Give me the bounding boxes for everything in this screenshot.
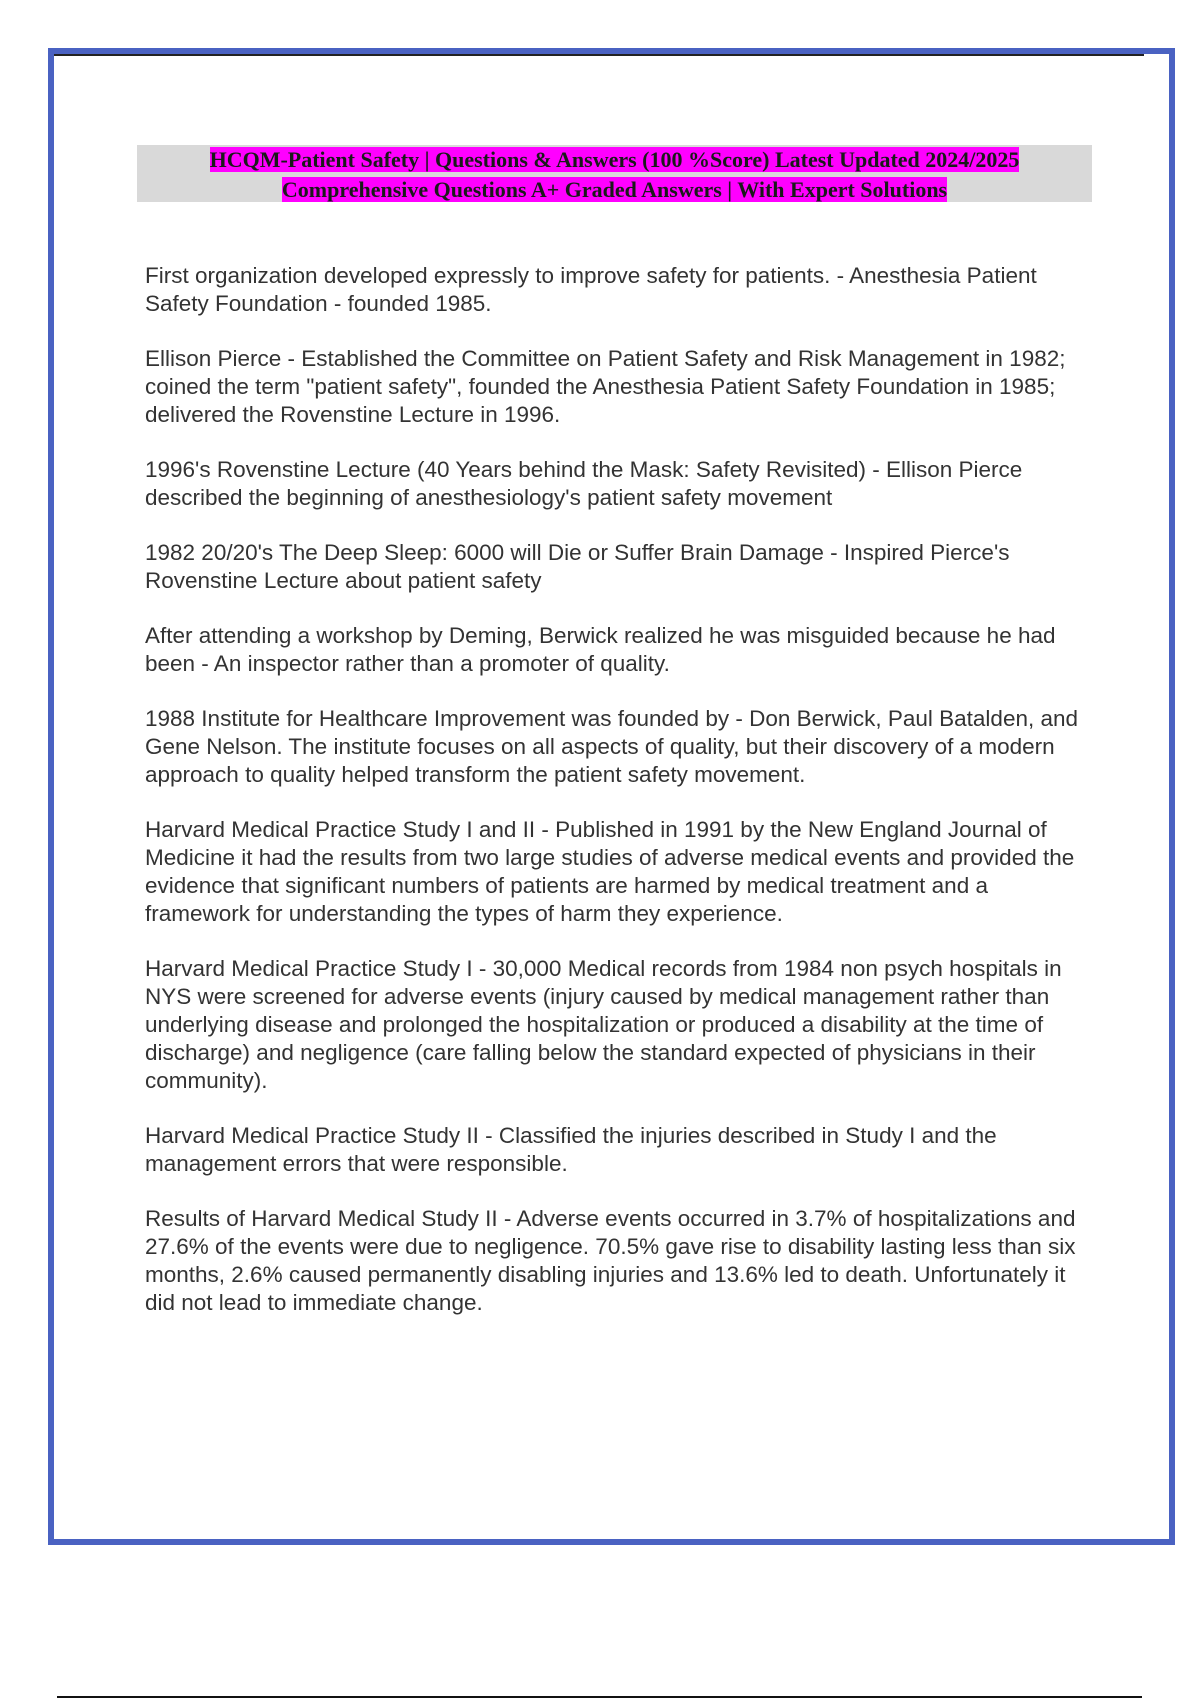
qa-list: [145, 262, 1095, 1344]
qa-entry-9: Harvard Medical Practice Study II - Classified the injuries described in Study I and the management errors that were responsible.: [145, 1123, 997, 1176]
document-title-line-1: HCQM-Patient Safety | Questions & Answers (100 %Score) Latest Updated 2024/2025: [209, 147, 1020, 172]
document-title-band: [137, 145, 1092, 202]
qa-entry-6: 1988 Institute for Healthcare Improvement was founded by - Don Berwick, Paul Batalden, and Gene Nelson. The institute focuses on all aspects of quality, but their discovery of a modern approach to quality helped transform the patient safety movement.: [145, 706, 1079, 787]
qa-entry-4: 1982 20/20's The Deep Sleep: 6000 will Die or Suffer Brain Damage - Inspired Pierce's Rovenstine Lecture about patient safety: [145, 540, 1010, 593]
qa-entry-10: Results of Harvard Medical Study II - Adverse events occurred in 3.7% of hospitalizations and 27.6% of the events were due to negligence. 70.5% gave rise to disability lasting less than six months, 2.6% caused permanently disabling injuries and 13.6% led to death. Unfortunately it did not lead to immediate change.: [145, 1206, 1076, 1315]
qa-entry-3: 1996's Rovenstine Lecture (40 Years behind the Mask: Safety Revisited) - Ellison Pierce described the beginning of anesthesiology's patient safety movement: [145, 457, 1023, 510]
document-title-line-2: Comprehensive Questions A+ Graded Answers | With Expert Solutions: [281, 177, 948, 202]
qa-entry-5: After attending a workshop by Deming, Berwick realized he was misguided because he had been - An inspector rather than a promoter of quality.: [145, 623, 1056, 676]
qa-entry-7: Harvard Medical Practice Study I and II - Published in 1991 by the New England Journal of Medicine it had the results from two large studies of adverse medical events and provided the evidence that significant numbers of patients are harmed by medical treatment and a framework for understanding the types of harm they experience.: [145, 817, 1075, 926]
document-title-row-1: [137, 146, 1092, 176]
document-title-row-2: [137, 176, 1092, 206]
qa-entry-1: First organization developed expressly to improve safety for patients. - Anesthesia Patient Safety Foundation - founded 1985.: [145, 263, 1037, 316]
qa-entry-8: Harvard Medical Practice Study I - 30,000 Medical records from 1984 non psych hospitals in NYS were screened for adverse events (injury caused by medical management rather than underlying disease and prolonged the hospitalization or produced a disability at the time of discharge) and negligence (care falling below the standard expected of physicians in their community).: [145, 956, 1062, 1093]
frame-top-rule: [54, 54, 1144, 56]
page-bottom-rule: [57, 1696, 1142, 1698]
qa-entry-2: Ellison Pierce - Established the Committee on Patient Safety and Risk Management in 1982; coined the term "patient safety", founded the Anesthesia Patient Safety Foundation in 1985; delivered the Rovenstine Lecture in 1996.: [145, 346, 1066, 427]
